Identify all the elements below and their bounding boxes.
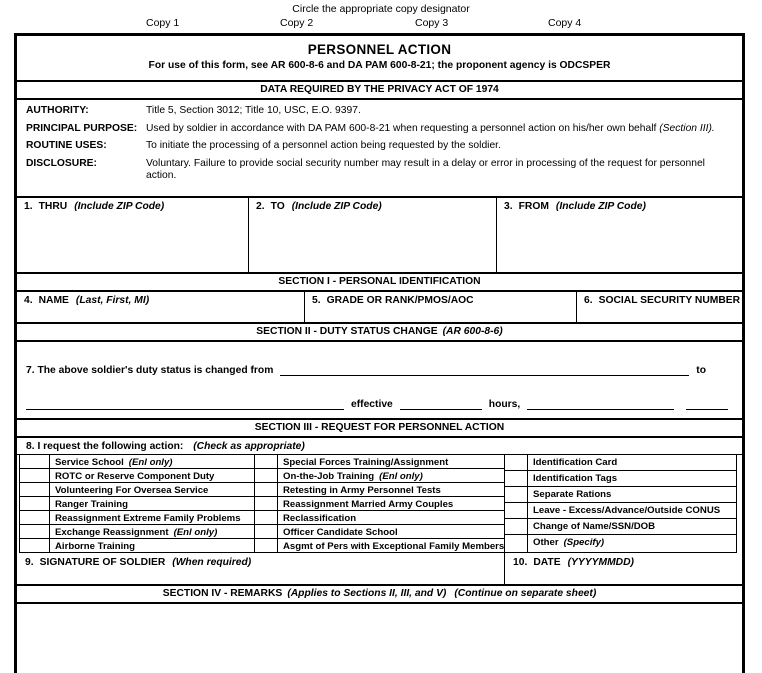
action-label-hint: (Enl only) <box>173 527 218 538</box>
privacy-row <box>17 158 742 183</box>
field-number: 2. <box>256 201 265 212</box>
duty-status-item <box>17 342 742 418</box>
action-label <box>528 455 737 471</box>
action-checkbox[interactable] <box>255 455 278 469</box>
action-label <box>528 487 737 503</box>
action-label-text: Volunteering For Oversea Service <box>55 485 209 496</box>
field-label: FROM <box>518 201 549 212</box>
form-title: PERSONNEL ACTION <box>307 42 452 57</box>
date-number: 10. <box>513 557 528 568</box>
field-hint: (Include ZIP Code) <box>291 201 382 212</box>
field-number: 1. <box>24 201 33 212</box>
action-label-text: Officer Candidate School <box>283 527 398 538</box>
action-label <box>528 471 737 487</box>
copy-1-label[interactable]: Copy 1 <box>146 17 180 29</box>
section4-hint1: (Applies to Sections II, III, and V) <box>287 588 447 599</box>
action-checkbox[interactable] <box>20 497 50 511</box>
id-field-6[interactable] <box>577 292 742 322</box>
privacy-row-text: Voluntary. Failure to provide social security number may result in a delay or error in processing of the request for personnel action. <box>146 157 705 181</box>
action-label-text: Exchange Reassignment <box>55 527 169 538</box>
date-box[interactable] <box>505 553 742 584</box>
duty-status-to-field[interactable] <box>26 398 344 410</box>
duty-status-to-word: to <box>696 365 706 376</box>
section2-band <box>17 322 742 342</box>
section3-title: SECTION III - REQUEST FOR PERSONNEL ACTION <box>254 422 505 433</box>
request-action-hint: (Check as appropriate) <box>193 441 305 452</box>
identification-row <box>17 292 742 322</box>
checkbox-column-2 <box>255 455 505 553</box>
field-label: TO <box>270 201 285 212</box>
field-hint: (Include ZIP Code) <box>74 201 165 212</box>
field-label: SOCIAL SECURITY NUMBER <box>598 295 741 306</box>
field-number: 5. <box>312 295 321 306</box>
action-label <box>50 539 255 553</box>
section4-hint2: (Continue on separate sheet) <box>454 588 597 599</box>
privacy-act-rows <box>17 100 742 196</box>
privacy-row-label: PRINCIPAL PURPOSE: <box>26 122 138 134</box>
id-field-4[interactable] <box>17 292 305 322</box>
action-checkbox[interactable] <box>255 469 278 483</box>
field-label: GRADE OR RANK/PMOS/AOC <box>326 295 474 306</box>
signature-date-row <box>17 553 742 584</box>
request-action-line <box>17 438 742 455</box>
field-label: THRU <box>38 201 68 212</box>
privacy-row-label: ROUTINE USES: <box>26 140 107 151</box>
request-action-label: 8. I request the following action: <box>26 441 184 452</box>
personnel-action-form <box>14 33 745 673</box>
duty-status-from-field[interactable] <box>280 364 689 376</box>
privacy-row <box>17 123 742 136</box>
signature-hint: (When required) <box>172 557 252 568</box>
privacy-row-text: To initiate the processing of a personnel action being requested by the soldier. <box>146 140 501 151</box>
date-short-field[interactable] <box>686 398 728 410</box>
action-checkbox[interactable] <box>505 487 528 503</box>
action-label-text: Special Forces Training/Assignment <box>283 457 449 468</box>
copy-designator-strip <box>0 0 762 33</box>
copy-4-label[interactable]: Copy 4 <box>548 17 582 29</box>
action-checkbox[interactable] <box>505 471 528 487</box>
remarks-area[interactable] <box>17 604 742 673</box>
field-label: NAME <box>38 295 69 306</box>
section3-band <box>17 418 742 438</box>
privacy-row <box>17 105 742 118</box>
action-label <box>528 503 737 519</box>
action-label-text: Retesting in Army Personnel Tests <box>283 485 441 496</box>
field-number: 3. <box>504 201 513 212</box>
section1-band <box>17 272 742 292</box>
field-hint: (Last, First, MI) <box>75 295 150 306</box>
action-checkbox[interactable] <box>255 511 278 525</box>
action-checkbox[interactable] <box>505 503 528 519</box>
action-label <box>278 497 505 511</box>
date-hint: (YYYYMMDD) <box>567 557 634 568</box>
action-label-text: Other <box>533 537 559 548</box>
action-checkbox[interactable] <box>505 455 528 471</box>
action-label <box>50 455 255 469</box>
action-checkbox-table <box>19 455 737 553</box>
action-label-text: Airborne Training <box>55 541 135 552</box>
field-hint: (Include ZIP Code) <box>555 201 646 212</box>
action-label-hint: (Enl only) <box>128 457 173 468</box>
action-checkbox[interactable] <box>20 469 50 483</box>
action-label <box>50 469 255 483</box>
section2-title: SECTION II - DUTY STATUS CHANGE <box>256 326 438 337</box>
copy-2-label[interactable]: Copy 2 <box>280 17 314 29</box>
action-label <box>528 535 737 553</box>
action-label <box>50 483 255 497</box>
action-label <box>528 519 737 535</box>
privacy-row-label: AUTHORITY: <box>26 105 89 116</box>
action-label-text: Asgmt of Pers with Exceptional Family Members <box>283 541 505 552</box>
form-header <box>17 36 742 80</box>
action-label-hint: (Specify) <box>563 537 605 548</box>
duty-status-lead: 7. The above soldier's duty status is changed from <box>26 365 274 376</box>
action-label <box>50 497 255 511</box>
action-label-text: Change of Name/SSN/DOB <box>533 521 656 532</box>
section4-title: SECTION IV - REMARKS <box>162 588 283 599</box>
signature-label: SIGNATURE OF SOLDIER <box>39 557 166 568</box>
address-box-thru[interactable] <box>17 198 249 272</box>
action-checkbox[interactable] <box>20 539 50 553</box>
privacy-row-label: DISCLOSURE: <box>26 157 97 169</box>
address-box-to[interactable] <box>249 198 497 272</box>
action-label <box>278 483 505 497</box>
action-label-text: Identification Card <box>533 457 618 468</box>
section1-title: SECTION I - PERSONAL IDENTIFICATION <box>278 276 481 287</box>
id-field-5[interactable] <box>305 292 577 322</box>
action-checkbox[interactable] <box>255 539 278 553</box>
hours-word: hours, <box>488 399 521 410</box>
checkbox-column-3 <box>505 455 737 553</box>
privacy-row-text: Title 5, Section 3012; Title 10, USC, E.O. 9397. <box>146 105 361 116</box>
copy-3-label[interactable]: Copy 3 <box>415 17 449 29</box>
section2-title-hint: (AR 600-8-6) <box>442 326 503 337</box>
action-label-text: Reassignment Extreme Family Problems <box>55 513 241 524</box>
privacy-row <box>17 140 742 153</box>
copy-instruction: Circle the appropriate copy designator <box>292 3 470 15</box>
action-checkbox[interactable] <box>255 483 278 497</box>
action-label-text: On-the-Job Training <box>283 471 375 482</box>
hours-field[interactable] <box>527 398 674 410</box>
checkbox-column-1 <box>19 455 255 553</box>
effective-word: effective <box>351 399 393 410</box>
action-checkbox[interactable] <box>20 511 50 525</box>
privacy-act-band <box>17 80 742 100</box>
action-label-hint: (Enl only) <box>379 471 423 482</box>
privacy-act-title: DATA REQUIRED BY THE PRIVACY ACT OF 1974 <box>260 84 499 95</box>
action-label-text: Ranger Training <box>55 499 129 510</box>
action-checkbox[interactable] <box>20 483 50 497</box>
privacy-row-italic: (Section III). <box>659 122 715 134</box>
action-label <box>278 455 505 469</box>
date-label: DATE <box>533 557 561 568</box>
action-label <box>278 469 505 483</box>
action-label <box>50 511 255 525</box>
effective-date-field[interactable] <box>400 398 482 410</box>
action-label-text: Reassignment Married Army Couples <box>283 499 454 510</box>
signature-of-soldier-box[interactable] <box>17 553 505 584</box>
privacy-row-text: Used by soldier in accordance with DA PAM 600-8-21 when requesting a personnel action on his/her own behalf (Section III). <box>146 122 715 134</box>
action-checkbox[interactable] <box>20 525 50 539</box>
action-label <box>278 525 505 539</box>
action-label-text: Service School <box>55 457 124 468</box>
address-boxes-row <box>17 196 742 272</box>
form-subtitle: For use of this form, see AR 600-8-6 and DA PAM 600-8-21; the proponent agency is ODCSPER <box>148 60 611 71</box>
address-box-from[interactable] <box>497 198 742 272</box>
action-label-text: Reclassification <box>283 513 357 524</box>
action-checkbox[interactable] <box>255 525 278 539</box>
action-label-text: Separate Rations <box>533 489 612 500</box>
action-label-text: Identification Tags <box>533 473 618 484</box>
field-number: 4. <box>24 295 33 306</box>
action-label <box>278 511 505 525</box>
action-label-text: ROTC or Reserve Component Duty <box>55 471 215 482</box>
action-label-text: Leave - Excess/Advance/Outside CONUS <box>533 505 721 516</box>
action-checkbox[interactable] <box>255 497 278 511</box>
field-number: 6. <box>584 295 593 306</box>
section4-band <box>17 584 742 604</box>
action-checkbox[interactable] <box>505 535 528 553</box>
action-label <box>50 525 255 539</box>
action-checkbox[interactable] <box>20 455 50 469</box>
action-checkbox[interactable] <box>505 519 528 535</box>
action-label <box>278 539 505 553</box>
signature-number: 9. <box>25 557 34 568</box>
